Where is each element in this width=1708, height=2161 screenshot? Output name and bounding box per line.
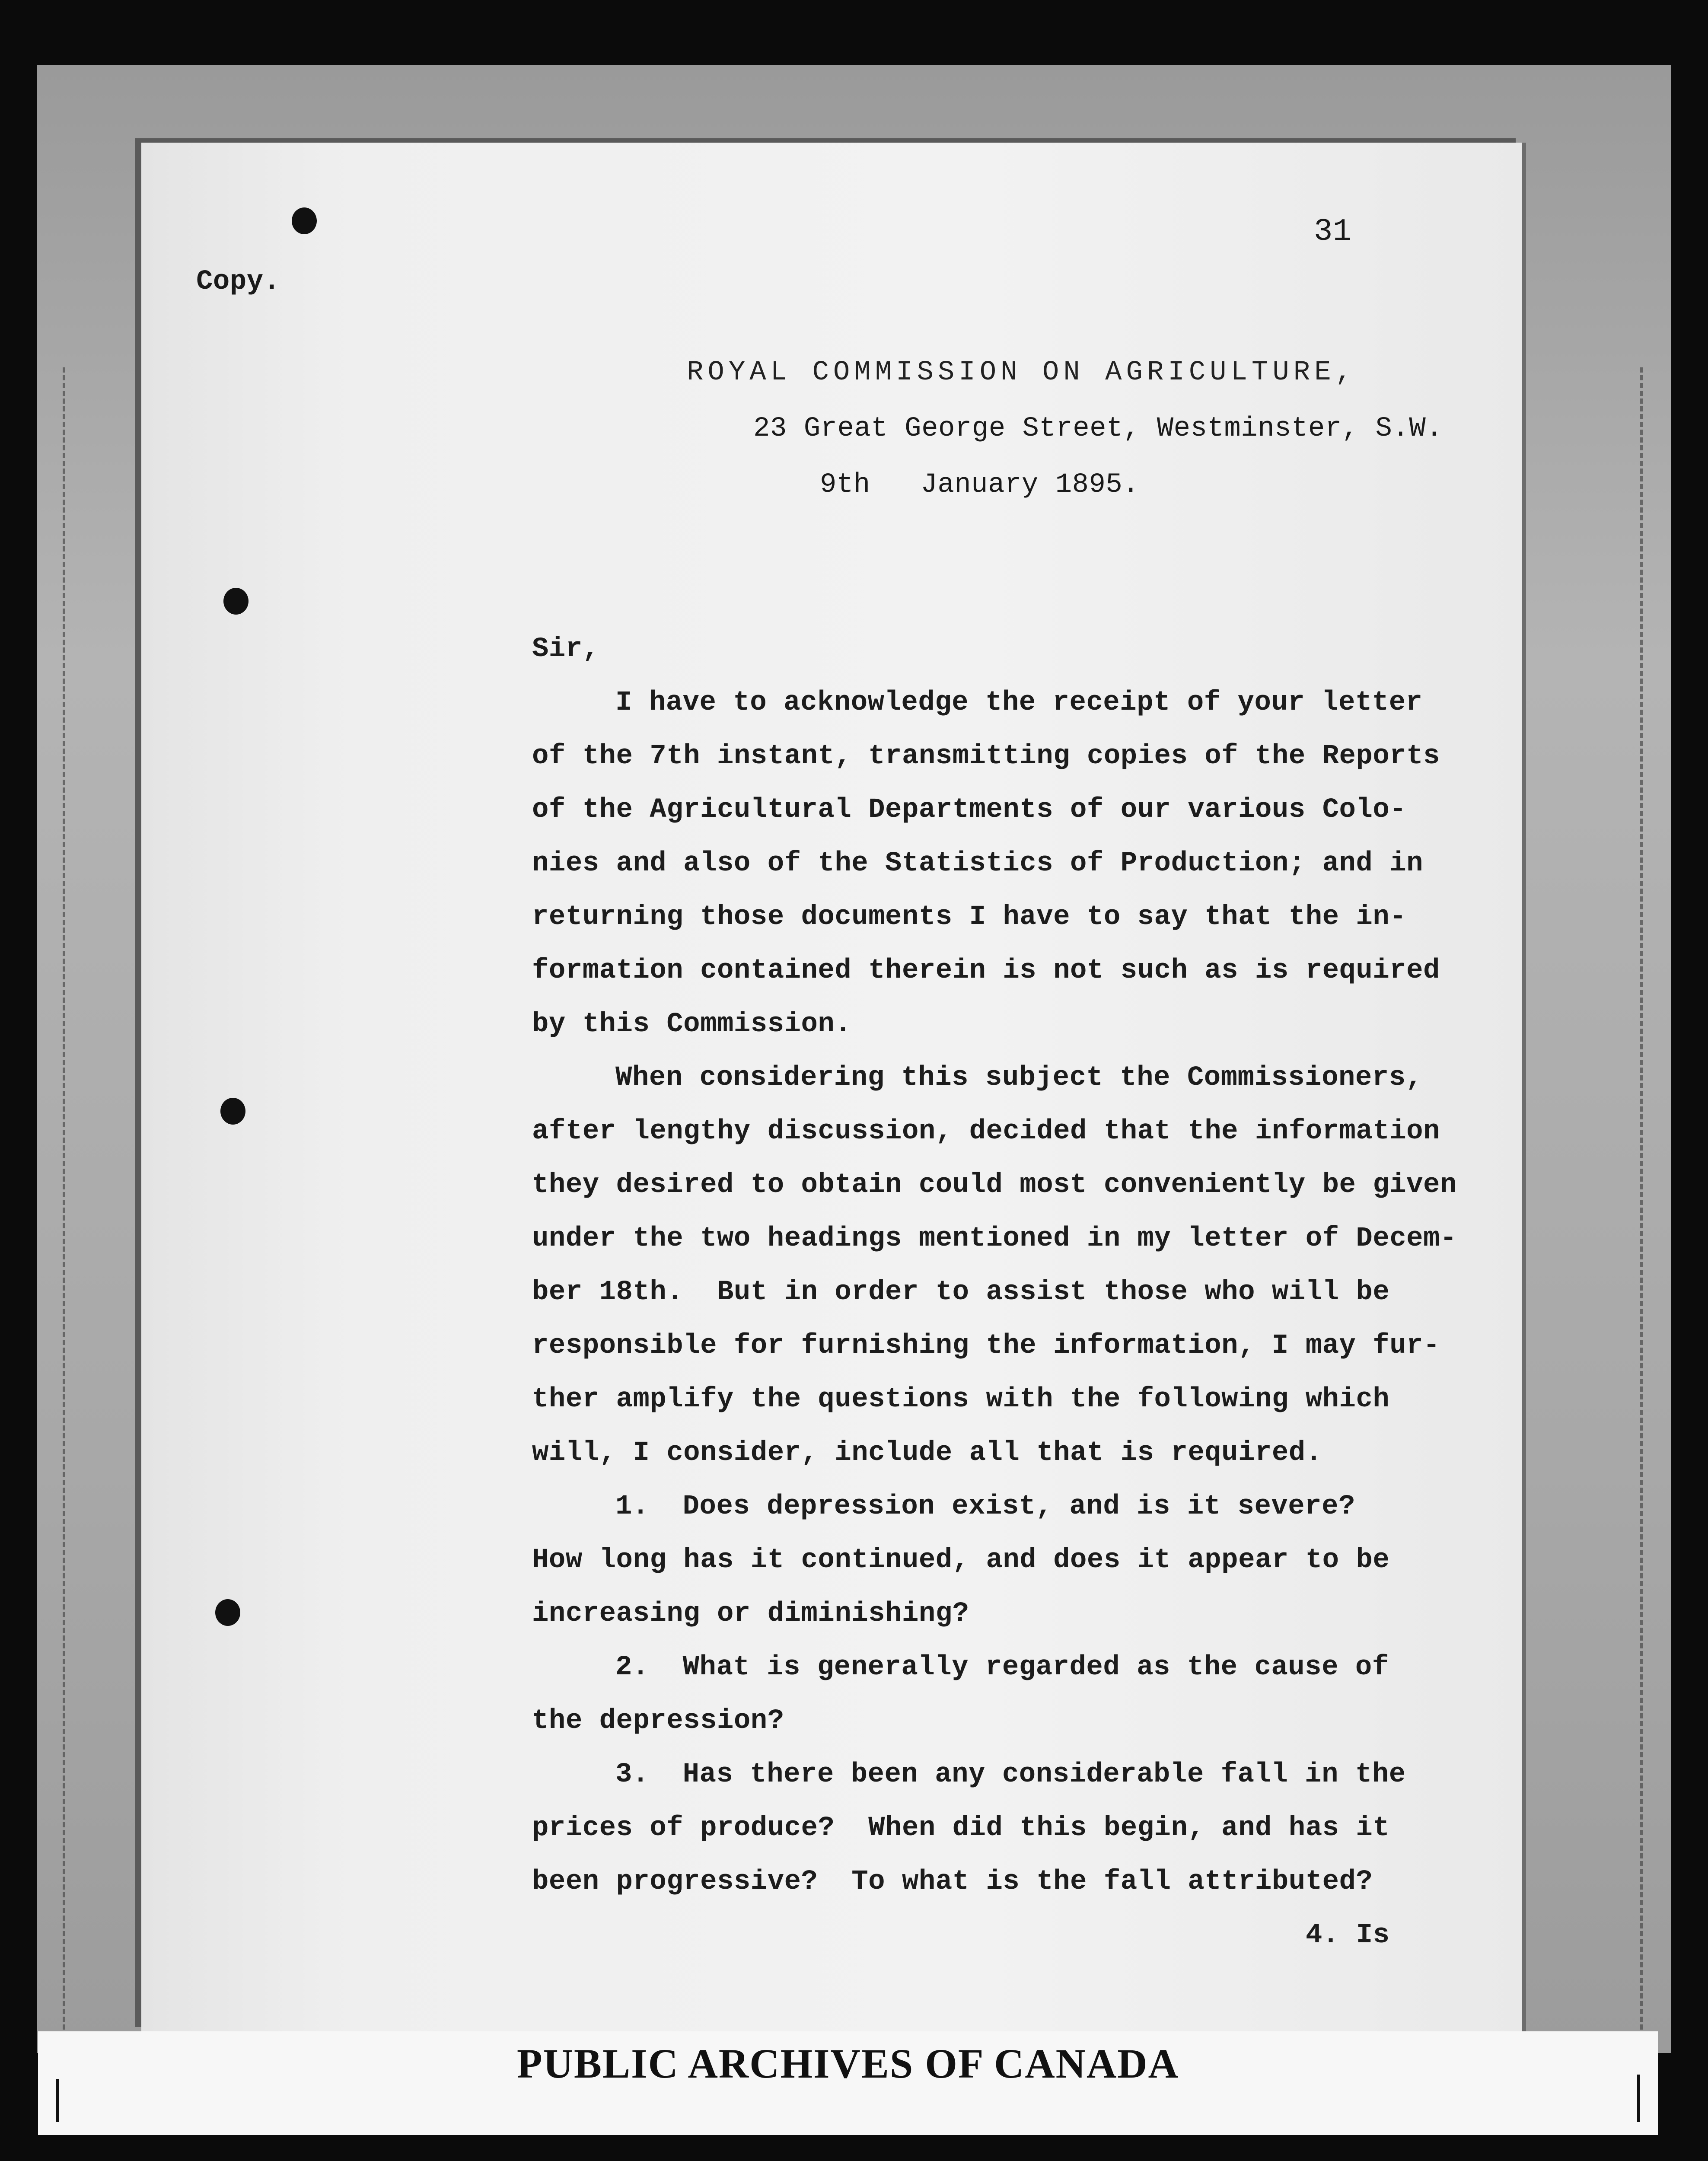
body-line: returning those documents I have to say that the in- [532, 902, 1407, 933]
page-number: 31 [1314, 214, 1352, 249]
edge-mark [1637, 2075, 1640, 2122]
letter-body [532, 622, 1457, 1962]
body-line: responsible for furnishing the information, I may fur- [532, 1330, 1440, 1361]
body-line: they desired to obtain could most conveniently be given [532, 1170, 1457, 1201]
question-1: 1. Does depression exist, and is it severe? [615, 1491, 1355, 1522]
body-line: under the two headings mentioned in my letter of Decem- [532, 1223, 1457, 1254]
body-line: the depression? [532, 1705, 784, 1737]
body-line: of the Agricultural Departments of our various Colo- [532, 794, 1407, 826]
body-line: ber 18th. But in order to assist those who will be [532, 1277, 1390, 1308]
archive-label-strip [38, 2031, 1658, 2135]
letterhead-organization: ROYAL COMMISSION ON AGRICULTURE, [687, 357, 1356, 388]
body-line: prices of produce? When did this begin, and has it [532, 1813, 1390, 1844]
mount-border-line [1640, 367, 1643, 2053]
punch-hole [292, 207, 317, 234]
body-line: I have to acknowledge the receipt of your letter [615, 687, 1423, 718]
body-line: nies and also of the Statistics of Production; and in [532, 848, 1424, 879]
copy-label: Copy. [196, 266, 280, 297]
question-2: 2. What is generally regarded as the cause of [615, 1652, 1389, 1683]
edge-mark [56, 2079, 59, 2122]
body-line: formation contained therein is not such as is required [532, 955, 1440, 986]
body-line: will, I consider, include all that is required. [532, 1437, 1322, 1469]
body-line: been progressive? To what is the fall attributed? [532, 1866, 1373, 1897]
salutation: Sir, [532, 634, 599, 665]
punch-hole [215, 1599, 240, 1626]
punch-hole [223, 588, 249, 615]
body-line: by this Commission. [532, 1009, 852, 1040]
letterhead-address: 23 Great George Street, Westminster, S.W. [753, 413, 1443, 444]
body-line: of the 7th instant, transmitting copies of the Reports [532, 741, 1440, 772]
letterhead-date: 9th January 1895. [820, 469, 1140, 500]
archive-label: PUBLIC ARCHIVES OF CANADA [517, 2040, 1179, 2087]
punch-hole [220, 1098, 245, 1125]
body-line: When considering this subject the Commissioners, [615, 1062, 1423, 1093]
body-line: increasing or diminishing? [532, 1598, 969, 1629]
mount-border-line [63, 367, 65, 2053]
body-line: ther amplify the questions with the following which [532, 1384, 1390, 1415]
catchword: 4. Is [1306, 1920, 1390, 1951]
question-3: 3. Has there been any considerable fall in the [615, 1759, 1406, 1790]
body-line: after lengthy discussion, decided that the information [532, 1116, 1440, 1147]
body-line: How long has it continued, and does it appear to be [532, 1545, 1390, 1576]
